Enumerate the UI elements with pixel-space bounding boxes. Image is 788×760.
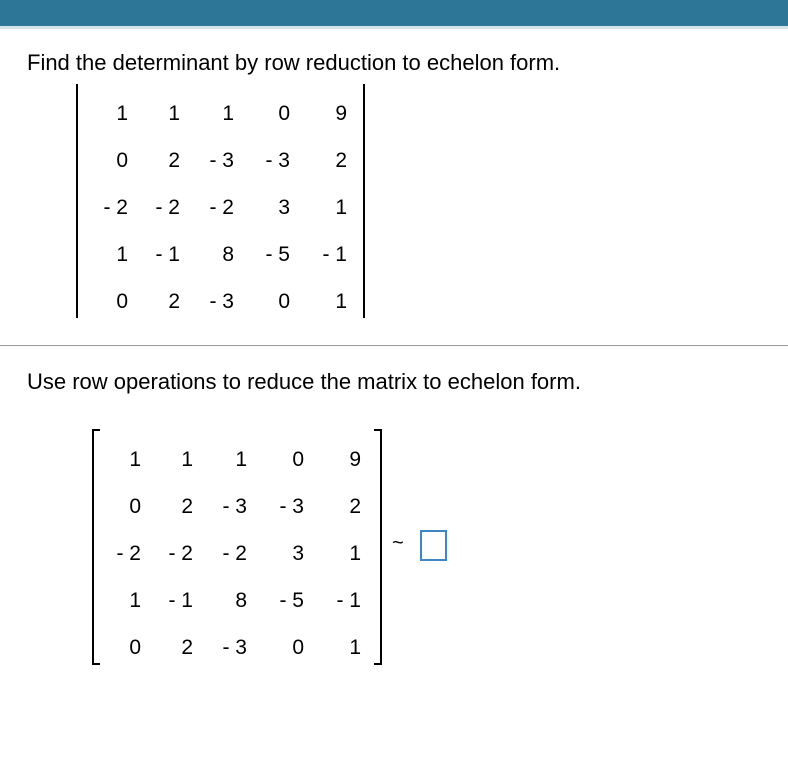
matrix-row [98,577,361,624]
matrix-entry: 0 [116,148,128,172]
matrix-entry: 1 [235,447,247,471]
matrix-entry: - 5 [265,242,290,266]
matrix-entry: 0 [278,289,290,313]
matrix-entry: - 3 [222,635,247,659]
section-divider [0,345,788,346]
matrix-entry: 2 [335,148,347,172]
matrix-row [86,90,347,137]
matrix-entry: 1 [129,588,141,612]
matrix-entry: - 2 [168,541,193,565]
matrix-row [98,483,361,530]
matrix-entry: 1 [349,635,361,659]
matrix-row [86,278,347,325]
matrix-entry: - 2 [103,195,128,219]
matrix-entry: 1 [335,289,347,313]
matrix-entry: - 3 [222,494,247,518]
matrix-entry: 1 [181,447,193,471]
matrix-row [86,231,347,278]
matrix-entry: - 3 [209,289,234,313]
matrix-entry: 1 [116,242,128,266]
matrix-entry: 8 [235,588,247,612]
matrix-row [98,436,361,483]
matrix-entry: 1 [349,541,361,565]
matrix-entry: - 1 [168,588,193,612]
question-prompt: Find the determinant by row reduction to echelon form. [27,50,561,75]
step-instruction: Use row operations to reduce the matrix to echelon form. [27,369,581,394]
matrix-entry: - 2 [155,195,180,219]
matrix-entry: 1 [335,195,347,219]
top-banner-divider [0,26,788,29]
matrix-entry: - 2 [116,541,141,565]
matrix-entry: 0 [278,101,290,125]
matrix-entry: 2 [168,148,180,172]
matrix-entry: - 2 [222,541,247,565]
row-equivalence-symbol: ~ [392,532,404,554]
matrix-row [86,137,347,184]
matrix-entry: - 3 [265,148,290,172]
answer-input-box[interactable] [420,530,447,561]
matrix-entry: 0 [116,289,128,313]
matrix-entry: - 1 [155,242,180,266]
matrix-entry: 8 [222,242,234,266]
top-banner [0,0,788,26]
matrix-row [98,530,361,577]
matrix-entry: 9 [349,447,361,471]
matrix-entry: - 1 [322,242,347,266]
matrix-entry: 1 [129,447,141,471]
matrix-entry: 0 [129,635,141,659]
determinant-right-bar [363,84,365,318]
echelon-grid [98,436,361,671]
matrix-entry: 1 [168,101,180,125]
matrix-row [98,624,361,671]
matrix-entry: 2 [168,289,180,313]
matrix-entry: - 3 [279,494,304,518]
matrix-entry: 0 [292,635,304,659]
matrix-row [86,184,347,231]
matrix-entry: 3 [292,541,304,565]
matrix-entry: 0 [292,447,304,471]
matrix-entry: - 3 [209,148,234,172]
matrix-entry: 1 [222,101,234,125]
matrix-entry: - 1 [336,588,361,612]
right-bracket [374,429,382,665]
matrix-entry: 3 [278,195,290,219]
matrix-entry: 1 [116,101,128,125]
matrix-entry: - 5 [279,588,304,612]
matrix-entry: 9 [335,101,347,125]
matrix-entry: 2 [181,494,193,518]
matrix-entry: 2 [349,494,361,518]
determinant-left-bar [76,84,78,318]
matrix-entry: - 2 [209,195,234,219]
matrix-entry: 0 [129,494,141,518]
determinant-grid [86,90,347,325]
matrix-entry: 2 [181,635,193,659]
